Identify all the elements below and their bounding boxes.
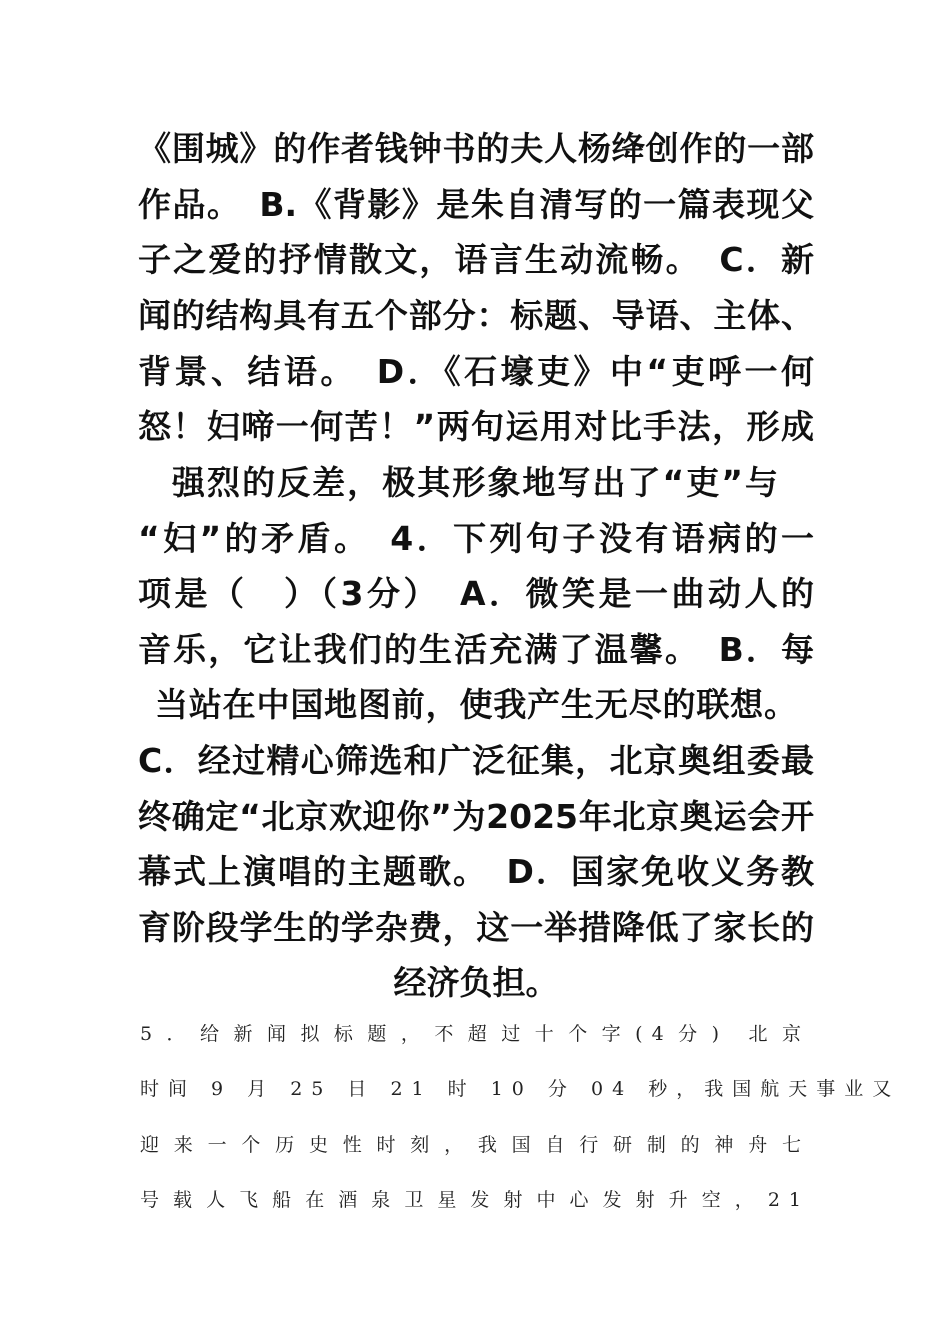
text-line: “妇”的矛盾。 4．下列句子没有语病的一 [138,519,814,558]
text-line: 音乐，它让我们的生活充满了温馨。 B．每 [138,630,814,669]
text-line: C．经过精心筛选和广泛征集，北京奥组委最 [138,741,814,780]
text-line: 项是（ ）（3分） A．微笑是一曲动人的 [138,574,814,613]
question-line: 时间 9 月 25 日 21 时 10 分 04 秒，我国航天事业又 [140,1078,901,1100]
text-line: 作品。 B.《背影》是朱自清写的一篇表现父 [138,185,814,224]
text-line: 经济负担。 [393,963,559,1002]
text-line: 子之爱的抒情散文，语言生动流畅。 C．新 [138,240,814,279]
text-line: 《围城》的作者钱钟书的夫人杨绛创作的一部 [138,129,814,168]
question-line: 5．给新闻拟标题，不超过十个字(4分) 北京 [140,1023,810,1045]
text-line: 终确定“北京欢迎你”为2025年北京奥运会开 [138,797,814,836]
text-line: 闻的结构具有五个部分：标题、导语、主体、 [138,296,814,335]
text-line: 当站在中国地图前，使我产生无尽的联想。 [155,685,797,724]
question-line: 迎来一个历史性时刻，我国自行研制的神舟七 [140,1134,810,1156]
question-line: 号载人飞船在酒泉卫星发射中心发射升空，21 [140,1189,810,1211]
text-line: 背景、结语。 D．《石壕吏》中“吏呼一何 [138,352,814,391]
text-line: 强烈的反差，极其形象地写出了“吏”与 [172,463,778,502]
text-line: 育阶段学生的学杂费，这一举措降低了家长的 [138,908,814,947]
text-line: 幕式上演唱的主题歌。 D．国家免收义务教 [138,852,814,891]
text-line: 怒！妇啼一何苦！”两句运用对比手法，形成 [138,407,814,446]
